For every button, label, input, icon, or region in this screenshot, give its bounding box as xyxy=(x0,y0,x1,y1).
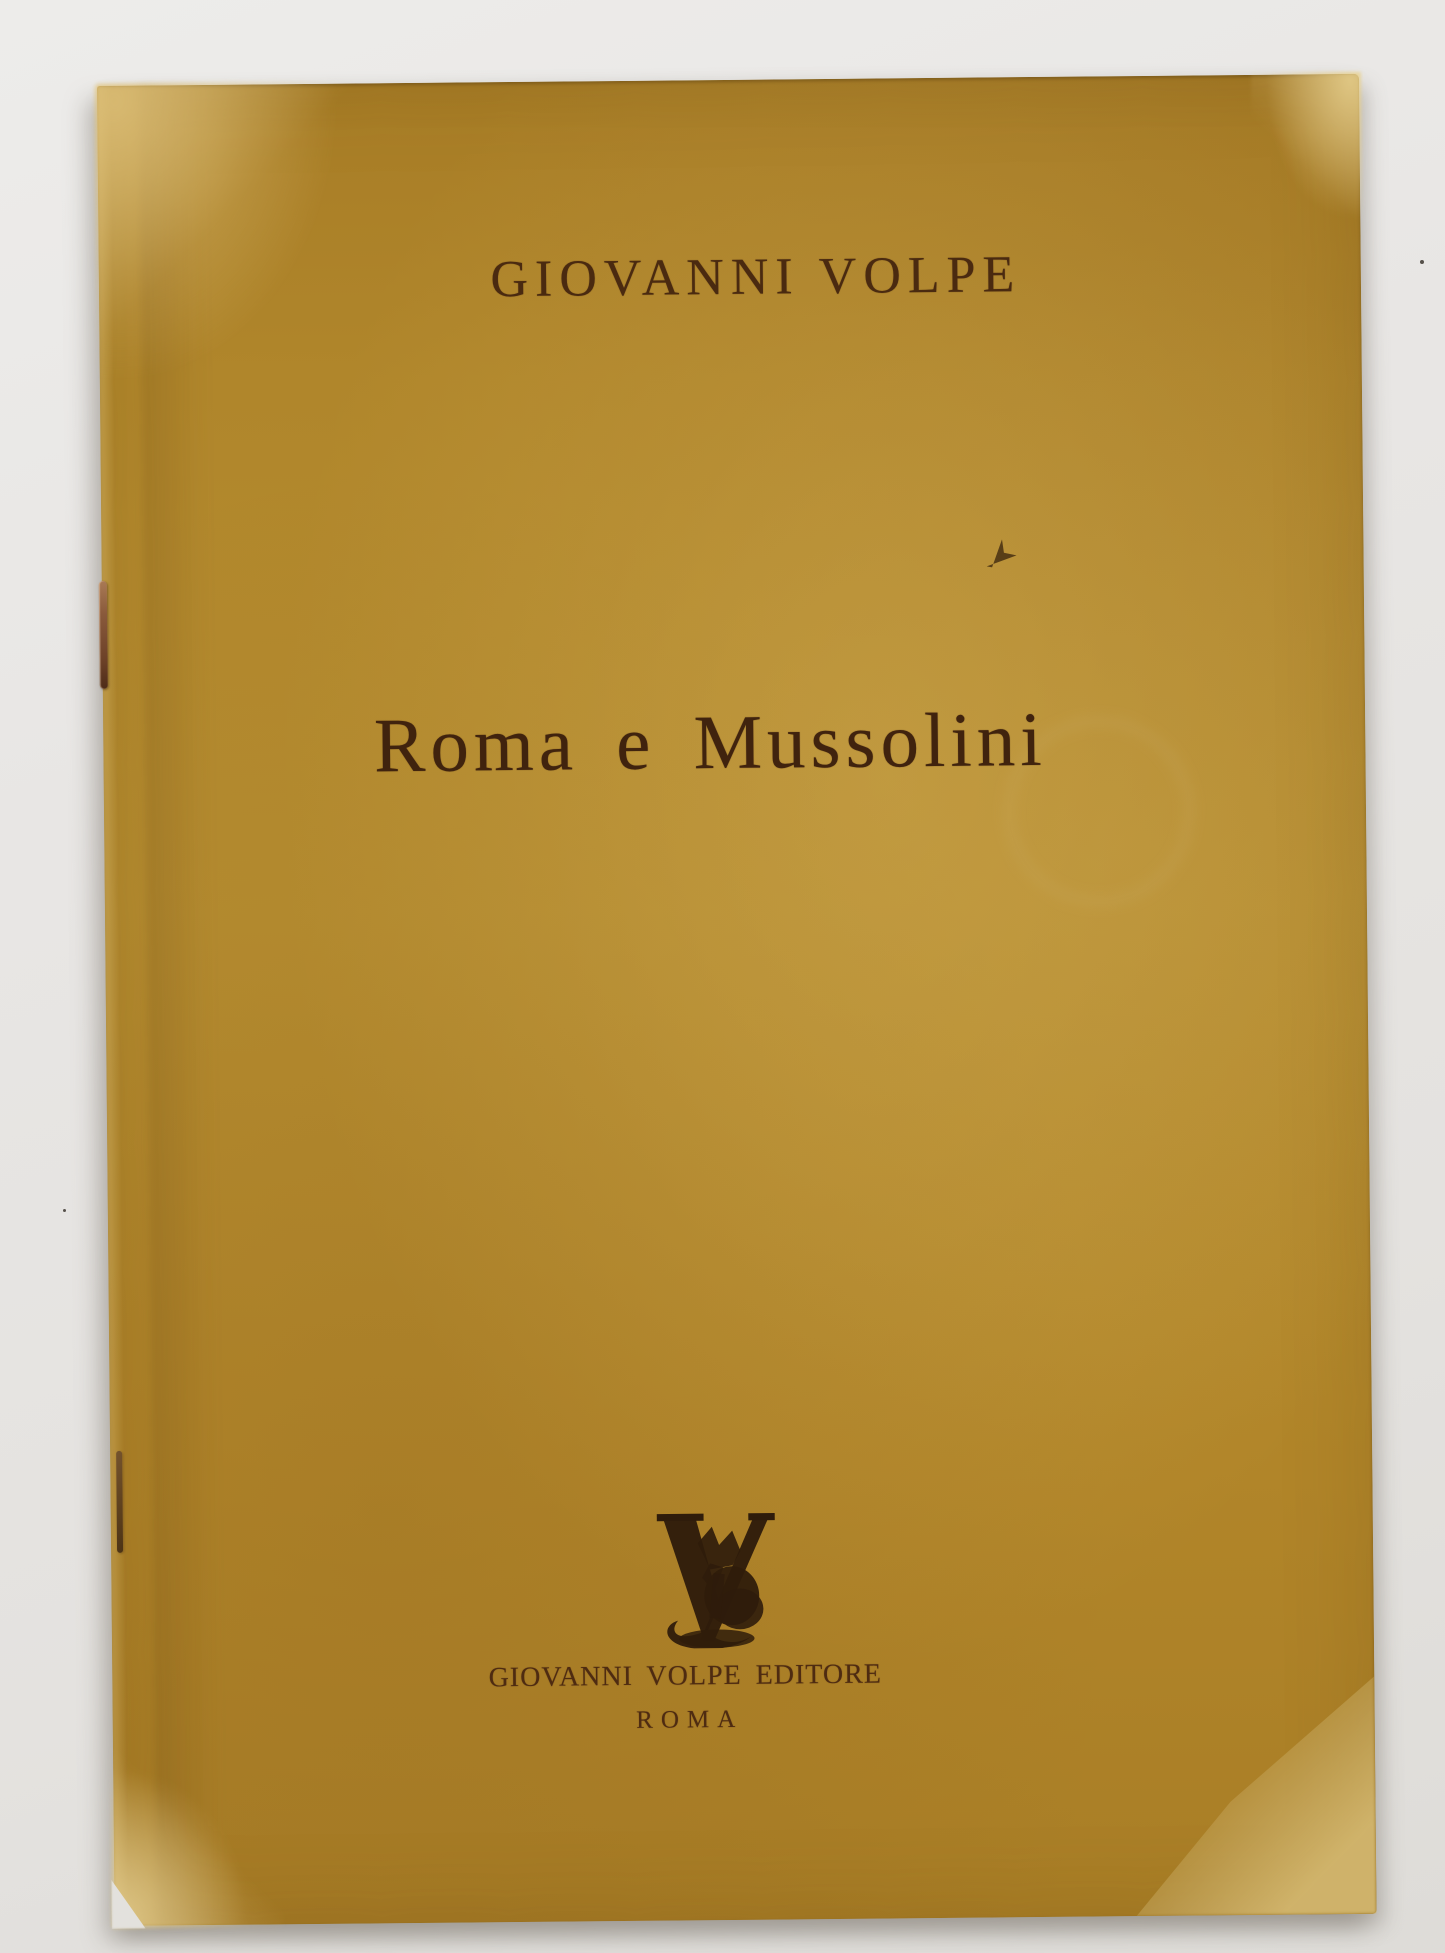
publisher-city: ROMA xyxy=(636,1705,744,1734)
publisher-logo xyxy=(655,1510,778,1649)
author-name: GIOVANNI VOLPE xyxy=(490,246,1022,309)
fox-v-icon xyxy=(655,1510,778,1649)
worn-corner-top-right xyxy=(1251,72,1363,243)
staple-top xyxy=(99,581,108,689)
staple-bottom xyxy=(116,1451,123,1553)
dust-speck xyxy=(1420,260,1424,264)
dust-speck xyxy=(63,1209,66,1212)
book-title: Roma e Mussolini xyxy=(373,695,1048,789)
ink-blemish xyxy=(986,539,1016,567)
worn-corner-top-left xyxy=(95,82,358,404)
book-cover xyxy=(97,74,1377,1926)
publisher-name: GIOVANNI VOLPE EDITORE xyxy=(488,1658,883,1694)
spine-shading xyxy=(139,85,227,1926)
spine-edge-highlight xyxy=(97,86,129,1926)
